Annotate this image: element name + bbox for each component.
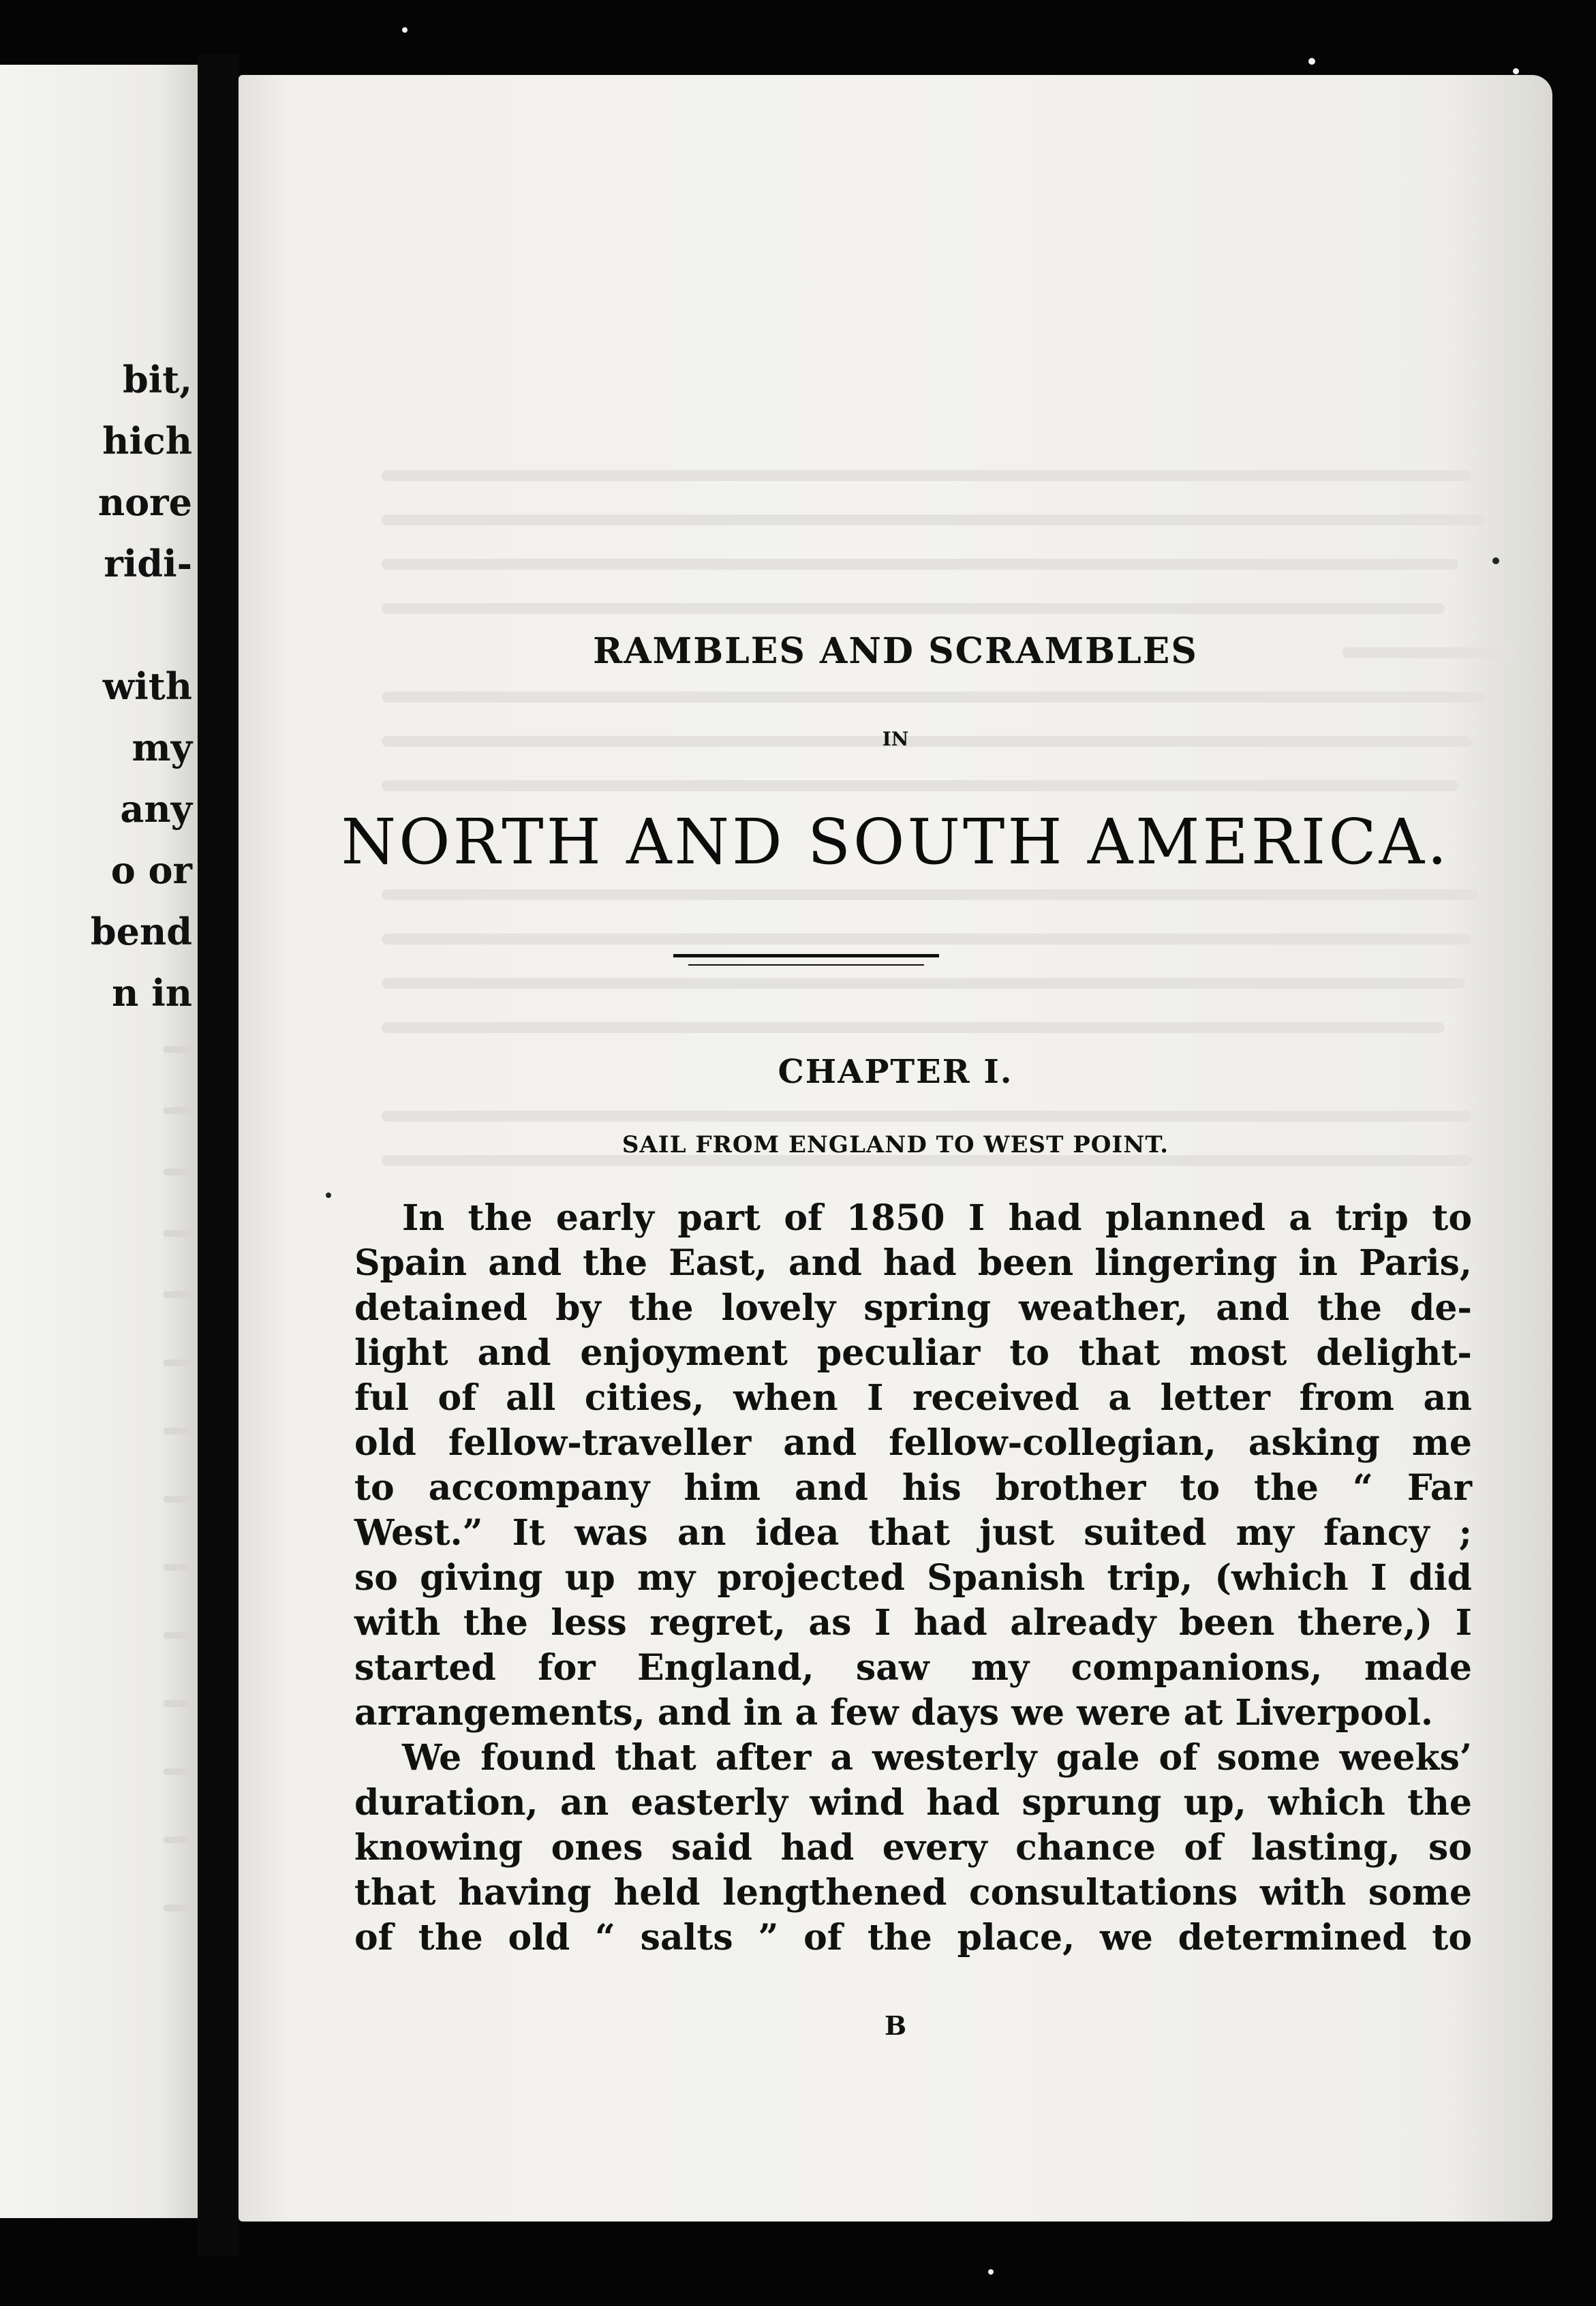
left-page-fragment: o or <box>110 848 192 892</box>
bleed-through-mark <box>164 1169 191 1175</box>
body-line: to accompany him and his brother to the “ Far <box>354 1467 1472 1509</box>
body-line: knowing ones said had every chance of lasting, so <box>354 1827 1472 1869</box>
body-line: ful of all cities, when I received a letter from an <box>354 1377 1472 1419</box>
book-gutter <box>198 55 239 2256</box>
body-line: that having held lengthened consultations with some <box>354 1872 1472 1913</box>
book-title-line-1: RAMBLES AND SCRAMBLES <box>593 630 1198 672</box>
bleed-through-line <box>382 1111 1472 1122</box>
dust-speck <box>988 2269 994 2275</box>
bleed-through-mark <box>164 1700 191 1707</box>
bleed-through-line <box>382 692 1486 703</box>
bleed-through-mark <box>164 1230 191 1237</box>
bleed-through-mark <box>164 1107 191 1114</box>
body-line: We found that after a westerly gale of some weeks’ <box>402 1737 1472 1779</box>
book-title-line-2: NORTH AND SOUTH AMERICA. <box>341 805 1450 878</box>
title-rule-bottom <box>688 964 924 966</box>
bleed-through-line <box>382 978 1465 989</box>
bleed-through-mark <box>164 1905 191 1911</box>
bleed-through-mark <box>164 1291 191 1298</box>
body-line: arrangements, and in a few days we were at Liverpool. <box>354 1692 1434 1734</box>
chapter-heading: CHAPTER I. <box>778 1053 1013 1091</box>
left-page-fragment: hich <box>102 419 192 463</box>
body-line: of the old “ salts ” of the place, we determined to <box>354 1917 1472 1958</box>
left-page-fragment: n in <box>112 971 192 1015</box>
left-page-fragment: any <box>120 787 192 831</box>
dust-speck <box>1308 58 1315 65</box>
bleed-through-mark <box>164 1768 191 1775</box>
main-page <box>239 75 1552 2222</box>
bleed-through-mark <box>164 1359 191 1366</box>
body-line: In the early part of 1850 I had planned a trip to <box>402 1197 1472 1239</box>
signature-mark: B <box>884 2010 907 2041</box>
bleed-through-line <box>382 934 1472 944</box>
bleed-through-line <box>382 559 1458 570</box>
chapter-body <box>354 1196 1472 1961</box>
bleed-through-mark <box>164 1046 191 1053</box>
bleed-through-mark <box>164 1428 191 1434</box>
dust-speck <box>1513 68 1519 74</box>
bleed-through-mark <box>164 1632 191 1639</box>
left-facing-page <box>0 65 198 2218</box>
bleed-through-mark <box>164 1564 191 1571</box>
bleed-through-line <box>382 780 1458 791</box>
bleed-through-line <box>382 514 1486 525</box>
bleed-through-mark <box>164 1836 191 1843</box>
dust-speck <box>1492 557 1499 564</box>
body-line: old fellow-traveller and fellow-collegian, asking me <box>354 1422 1472 1464</box>
left-page-fragment: my <box>132 726 192 769</box>
body-line: Spain and the East, and had been lingering in Paris, <box>354 1242 1472 1284</box>
left-page-fragment: ridi- <box>104 542 192 585</box>
body-line: detained by the lovely spring weather, and the de- <box>354 1287 1472 1329</box>
left-page-fragment: nore <box>97 480 192 524</box>
left-page-fragment: bit, <box>122 358 192 401</box>
dust-speck <box>402 27 408 33</box>
left-page-fragment: with <box>102 664 192 708</box>
bleed-through-line <box>382 889 1479 900</box>
bleed-through-mark <box>164 1496 191 1503</box>
bleed-through-line <box>382 1022 1445 1033</box>
dust-speck <box>326 1193 331 1198</box>
body-line: with the less regret, as I had already been there,) I <box>354 1602 1472 1644</box>
bleed-through-line <box>382 603 1445 614</box>
body-line: so giving up my projected Spanish trip, (which I did <box>354 1557 1472 1599</box>
body-line: started for England, saw my companions, made <box>354 1647 1472 1689</box>
chapter-subtitle: SAIL FROM ENGLAND TO WEST POINT. <box>621 1131 1169 1158</box>
bleed-through-line <box>382 470 1472 481</box>
book-title-connector: IN <box>882 728 909 750</box>
body-line: West.” It was an idea that just suited my fancy ; <box>354 1512 1472 1554</box>
body-line: light and enjoyment peculiar to that most delight- <box>354 1332 1472 1374</box>
left-page-fragment: bend <box>90 910 192 953</box>
body-line: duration, an easterly wind had sprung up, which the <box>354 1782 1472 1824</box>
title-rule-top <box>673 954 939 957</box>
